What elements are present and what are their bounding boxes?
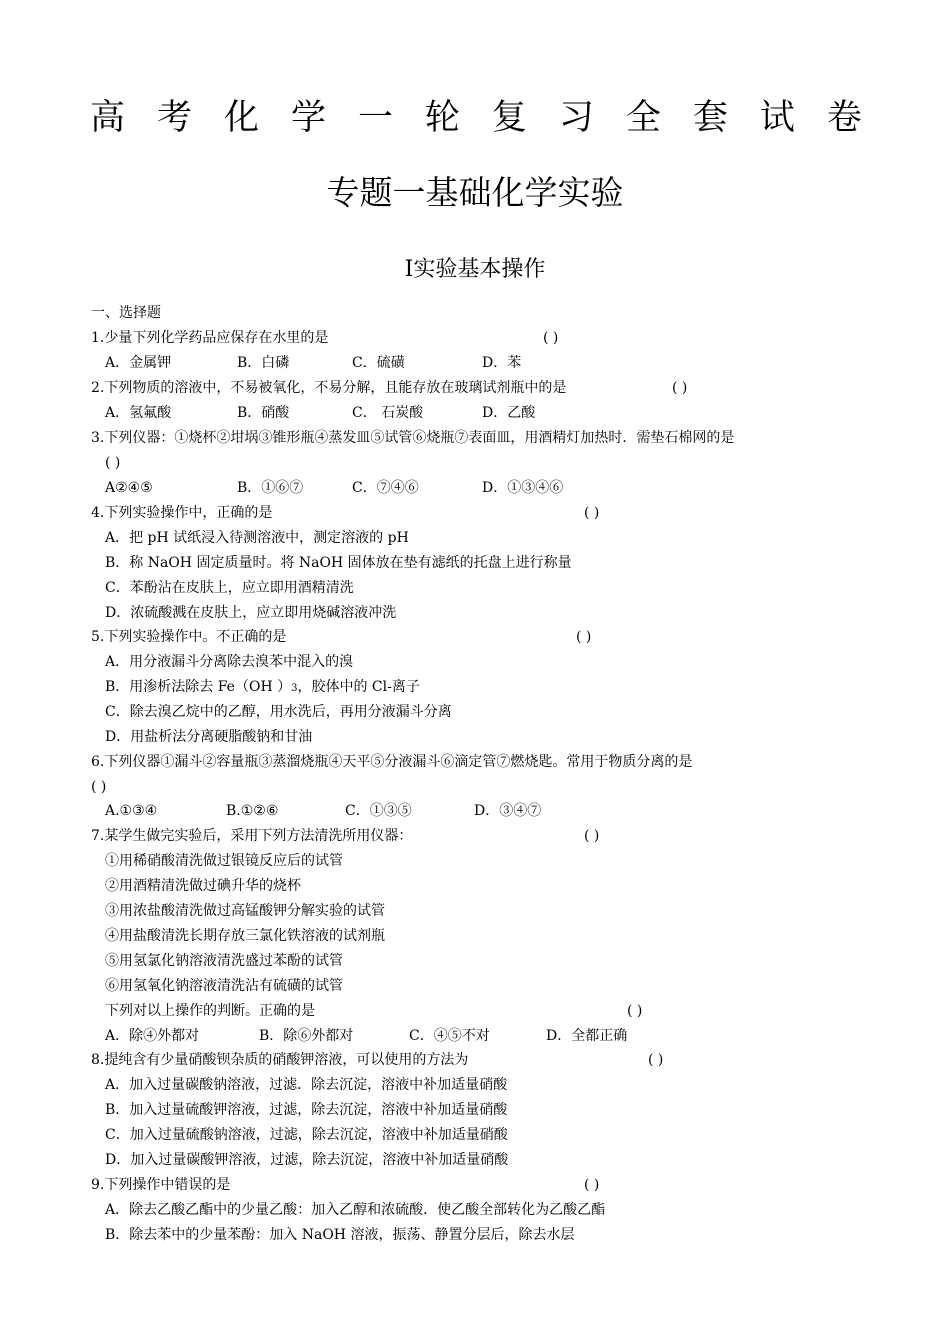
option-a-line xyxy=(0,1073,950,1098)
option-a: A．除④外都对 xyxy=(105,1028,200,1044)
option-b-line xyxy=(0,1223,950,1248)
section-title: Ⅰ实验基本操作 xyxy=(404,257,546,282)
option-b: B．加入过量硫酸钾溶液，过滤，除去沉淀，溶液中补加适量硝酸 xyxy=(105,1102,508,1118)
question-1 xyxy=(0,326,950,351)
option-d: D．③④⑦ xyxy=(474,803,542,819)
question-3-blank-line xyxy=(0,451,950,476)
question-stem: 2.下列物质的溶液中，不易被氧化，不易分解，且能存放在玻璃试剂瓶中的是 xyxy=(91,380,567,396)
option-b-text: B．用渗析法除去 Fe（OH ） xyxy=(105,679,292,695)
answer-blank: ( ) xyxy=(91,779,107,795)
question-stem: 7.某学生做完实验后，采用下列方法清洗所用仪器： xyxy=(91,828,413,844)
title-char: 习 xyxy=(558,98,594,138)
title-char: 考 xyxy=(156,98,192,138)
part-heading xyxy=(0,301,950,326)
question-stem: 3.下列仪器：①烧杯②坩埚③锥形瓶④蒸发皿⑤试管⑥烧瓶⑦表面皿，用酒精灯加热时．需垫石棉网的是 xyxy=(91,430,735,446)
question-5 xyxy=(0,625,950,650)
option-d: D．浓硫酸溅在皮肤上，应立即用烧碱溶液冲洗 xyxy=(105,605,397,621)
question-stem: 5.下列实验操作中。不正确的是 xyxy=(91,629,287,645)
list-item xyxy=(0,949,950,974)
option-c: C．⑦④⑥ xyxy=(352,480,419,496)
option-a: A．金属钾 xyxy=(105,355,172,371)
question-7-options xyxy=(0,1024,950,1049)
option-b-line xyxy=(0,675,950,700)
question-stem: 8.提纯含有少量硝酸钡杂质的硝酸钾溶液，可以使用的方法为 xyxy=(91,1052,469,1068)
option-d: D．苯 xyxy=(482,355,522,371)
option-a-line xyxy=(0,650,950,675)
option-b: B．硝酸 xyxy=(237,405,290,421)
option-a-line xyxy=(0,1198,950,1223)
option-c: C．硫磺 xyxy=(352,355,405,371)
option-c: C．④⑤不对 xyxy=(409,1028,490,1044)
option-c: C．除去溴乙烷中的乙醇，用水洗后，再用分液漏斗分离 xyxy=(105,704,452,720)
option-c: C．①③⑤ xyxy=(345,803,412,819)
option-a: A．氢氟酸 xyxy=(105,405,172,421)
option-c: C．苯酚沾在皮肤上，应立即用酒精清洗 xyxy=(105,580,354,596)
option-a: A．把 pH 试纸浸入待测溶液中，测定溶液的 pH xyxy=(105,530,409,546)
option-d: D．①③④⑥ xyxy=(482,480,564,496)
list-item xyxy=(0,899,950,924)
list-item-text: ④用盐酸清洗长期存放三氯化铁溶液的试剂瓶 xyxy=(105,928,385,944)
list-item xyxy=(0,849,950,874)
option-d-line xyxy=(0,601,950,626)
question-7 xyxy=(0,824,950,849)
option-c-line xyxy=(0,576,950,601)
title-char: 轮 xyxy=(424,98,460,138)
list-item-text: ③用浓盐酸清洗做过高锰酸钾分解实验的试管 xyxy=(105,903,385,919)
option-b-line xyxy=(0,1098,950,1123)
question-3 xyxy=(0,426,950,451)
question-8 xyxy=(0,1048,950,1073)
question-4 xyxy=(0,501,950,526)
question-6 xyxy=(0,750,950,775)
question-6-options xyxy=(0,799,950,824)
option-d-line xyxy=(0,725,950,750)
question-3-options xyxy=(0,476,950,501)
title-char: 套 xyxy=(692,98,728,138)
option-b: B．除⑥外都对 xyxy=(259,1028,354,1044)
answer-blank: ( ) xyxy=(105,455,121,471)
option-c: C． 石炭酸 xyxy=(352,405,424,421)
list-item xyxy=(0,974,950,999)
option-d: D．乙酸 xyxy=(482,405,536,421)
option-b: B．白磷 xyxy=(237,355,290,371)
title-char: 卷 xyxy=(826,98,862,138)
answer-blank: ( ) xyxy=(584,1177,600,1193)
option-a: A．除去乙酸乙酯中的少量乙酸：加入乙醇和浓硫酸．使乙酸全部转化为乙酸乙酯 xyxy=(105,1202,606,1218)
list-item-text: ⑥用氢氧化钠溶液清洗沾有硫磺的试管 xyxy=(105,978,343,994)
question-stem: 1.少量下列化学药品应保存在水里的是 xyxy=(91,330,329,346)
option-b: B.①②⑥ xyxy=(226,803,279,819)
title-char: 高 xyxy=(90,98,126,138)
title-char: 试 xyxy=(759,98,795,138)
question-stem: 6.下列仪器①漏斗②容量瓶③蒸溜烧瓶④天平⑤分液漏斗⑥滴定管⑦燃烧匙。常用于物质分离的是 xyxy=(91,754,693,770)
question-stem: 4.下列实验操作中，正确的是 xyxy=(91,505,273,521)
title-char: 复 xyxy=(491,98,527,138)
option-b xyxy=(105,675,420,701)
option-d-line xyxy=(0,1148,950,1173)
option-a: A.①③④ xyxy=(105,803,158,819)
title-char: 学 xyxy=(290,98,326,138)
question-1-options xyxy=(0,351,950,376)
answer-blank: ( ) xyxy=(627,1003,643,1019)
list-item-text: ①用稀硝酸清洗做过银镜反应后的试管 xyxy=(105,853,343,869)
answer-blank: ( ) xyxy=(672,380,688,396)
option-b-text-end: ，胶体中的 Cl-离子 xyxy=(297,679,420,695)
title-char: 全 xyxy=(625,98,661,138)
option-a-line xyxy=(0,526,950,551)
option-c-line xyxy=(0,1123,950,1148)
option-b-line xyxy=(0,551,950,576)
option-a: A．用分液漏斗分离除去溴苯中混入的溴 xyxy=(105,654,354,670)
question-2-options xyxy=(0,401,950,426)
option-b: B．①⑥⑦ xyxy=(237,480,304,496)
option-c-line xyxy=(0,700,950,725)
option-d: D．用盐析法分离硬脂酸钠和甘油 xyxy=(105,729,313,745)
part-label: 一、选择题 xyxy=(91,305,161,321)
question-2 xyxy=(0,376,950,401)
judge-text: 下列对以上操作的判断。正确的是 xyxy=(105,1003,315,1019)
list-item-text: ⑤用氢氯化钠溶液清洗盛过苯酚的试管 xyxy=(105,953,343,969)
subscript: 3 xyxy=(291,683,298,694)
list-item-text: ②用酒精清洗做过碘升华的烧杯 xyxy=(105,878,301,894)
option-c: C．加入过量硫酸钠溶液，过滤，除去沉淀，溶液中补加适量硝酸 xyxy=(105,1127,508,1143)
question-stem: 9.下列操作中错误的是 xyxy=(91,1177,231,1193)
answer-blank: ( ) xyxy=(543,330,559,346)
question-9 xyxy=(0,1173,950,1198)
option-b: B．除去苯中的少量苯酚：加入 NaOH 溶液，振荡、静置分层后，除去水层 xyxy=(105,1227,575,1243)
page-subtitle: 专题一基础化学实验 xyxy=(326,173,624,212)
list-item xyxy=(0,924,950,949)
answer-blank: ( ) xyxy=(584,505,600,521)
option-a: A②④⑤ xyxy=(105,480,153,496)
answer-blank: ( ) xyxy=(576,629,592,645)
question-7-judge xyxy=(0,999,950,1024)
answer-blank: ( ) xyxy=(648,1052,664,1068)
option-d: D．加入过量碳酸钾溶液，过滤，除去沉淀，溶液中补加适量硝酸 xyxy=(105,1152,509,1168)
title-char: 一 xyxy=(357,98,393,138)
page-title xyxy=(90,98,862,138)
option-d: D．全都正确 xyxy=(546,1028,628,1044)
list-item xyxy=(0,874,950,899)
option-a: A．加入过量碳酸钠溶液，过滤．除去沉淀，溶液中补加适量硝酸 xyxy=(105,1077,508,1093)
option-b: B．称 NaOH 固定质量时。将 NaOH 固体放在垫有滤纸的托盘上进行称量 xyxy=(105,555,572,571)
question-6-blank-line xyxy=(0,775,950,800)
answer-blank: ( ) xyxy=(584,828,600,844)
title-char: 化 xyxy=(223,98,259,138)
